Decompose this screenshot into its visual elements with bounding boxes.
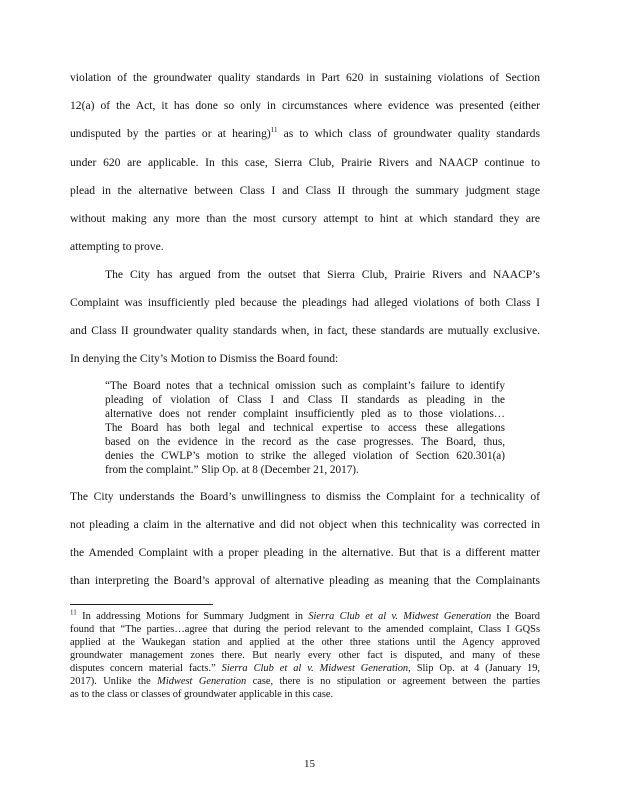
paragraph-line: 12(a) of the Act, it has done so only in circumstances where evidence was presented (either — [70, 99, 540, 112]
quote-line: alternative does not render complaint insufficiently pled as to those violations… — [105, 408, 505, 420]
paragraph-line — [70, 127, 540, 141]
footnote-line: disputes concern material facts.” Sierra Club et al v. Midwest Generation, Slip Op. at 4 (January 19, — [70, 663, 540, 674]
paragraph-line: under 620 are applicable. In this case, Sierra Club, Prairie Rivers and NAACP continue to — [70, 156, 540, 169]
paragraph-line: In denying the City’s Motion to Dismiss the Board found: — [70, 352, 339, 365]
paragraph-line: without making any more than the most cursory attempt to hint at which standard they are — [70, 212, 540, 225]
quote-line: “The Board notes that a technical omission such as complaint’s failure to identify — [105, 380, 505, 392]
paragraph-line: The City has argued from the outset that Sierra Club, Prairie Rivers and NAACP’s — [105, 268, 540, 281]
footnote-mark: 11 — [70, 608, 77, 617]
footnote-reference: 11 — [270, 126, 278, 135]
footnote-line: groundwater management zones there. But nearly every other fact is disputed, and many of these — [70, 650, 540, 661]
paragraph-line: not pleading a claim in the alternative and did not object when this technicality was corrected in — [70, 518, 540, 531]
quote-line: denies the CWLP’s motion to strike the alleged violation of Section 620.301(a) — [105, 450, 505, 462]
quote-line: based on the evidence in the record as the case progresses. The Board, thus, — [105, 436, 505, 448]
paragraph-text: as to which class of groundwater quality standards — [277, 127, 540, 140]
footnote-line: 2017). Unlike the Midwest Generation case, there is no stipulation or agreement between the parties — [70, 676, 541, 687]
paragraph-line: plead in the alternative between Class I and Class II through the summary judgment stage — [70, 184, 540, 197]
footnote-line: $^{11}$ In addressing Motions for Summary Judgment in Sierra Club et al v. Midwest Generation the Board — [70, 608, 540, 622]
footnote-line: found that “The parties…agree that during the period relevant to the amended complaint, Class I GQSs — [70, 624, 540, 635]
page-number: 15 — [304, 758, 315, 770]
paragraph-line: than interpreting the Board’s approval of alternative pleading as meaning that the Complainants — [70, 574, 540, 587]
paragraph-line: and Class II groundwater quality standards when, in fact, these standards are mutually exclusive. — [70, 324, 540, 337]
paragraph-line: attempting to prove. — [70, 240, 164, 253]
case-citation: Sierra Club et al v. Midwest Generation, — [221, 663, 411, 674]
paragraph-line: Complaint was insufficiently pled because the pleadings had alleged violations of both Class I — [70, 296, 540, 309]
quote-line: pleading of violation of Class I and Class II standards as pleading in the — [105, 394, 505, 406]
case-citation: Midwest Generation — [157, 676, 247, 687]
quote-line: from the complaint.” Slip Op. at 8 (December 21, 2017). — [105, 464, 359, 476]
paragraph-line: The City understands the Board’s unwillingness to dismiss the Complaint for a technicality of — [70, 490, 540, 503]
footnote-divider — [70, 604, 213, 605]
paragraph-text: undisputed by the parties or at hearing) — [70, 127, 271, 140]
case-citation: Sierra Club et al v. Midwest Generation — [308, 611, 492, 622]
paragraph-line: the Amended Complaint with a proper pleading in the alternative. But that is a different matter — [70, 546, 540, 559]
paragraph-line: violation of the groundwater quality standards in Part 620 in sustaining violations of Section — [70, 71, 540, 84]
footnote-line: applied at the Waukegan station and applied at the other three stations until the Agency approved — [70, 637, 540, 648]
quote-line: The Board has both legal and technical expertise to access these allegations — [105, 422, 505, 434]
footnote-line: as to the class or classes of groundwater applicable in this case. — [70, 689, 334, 700]
